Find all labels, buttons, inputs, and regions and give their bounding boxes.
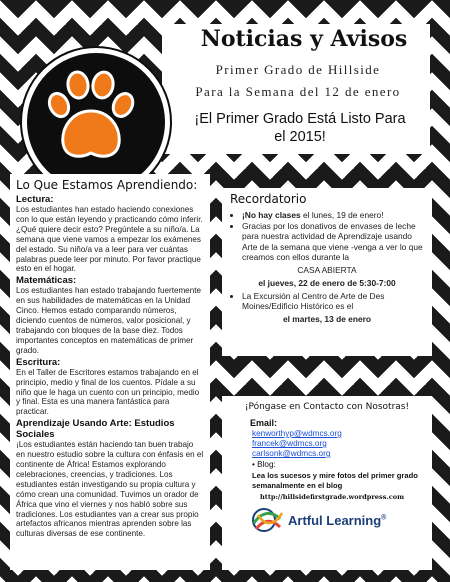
- artful-learning-icon: [250, 505, 284, 535]
- section-heading: Matemáticas:: [16, 275, 77, 287]
- school-name: Primer Grado de Hillside: [215, 62, 381, 77]
- section-math: [16, 275, 204, 355]
- logo-trademark: ®: [381, 514, 387, 522]
- open-house-date: el jueves, 22 de enero de 5:30-7:00: [258, 278, 396, 289]
- section-heading: Escritura:: [16, 356, 61, 368]
- reminder-list: [228, 210, 426, 262]
- reminder-panel: [222, 188, 432, 356]
- no-school-date: el lunes, 19 de enero!: [300, 210, 384, 220]
- open-house-label: CASA ABIERTA: [297, 265, 357, 276]
- section-heading: Aprendizaje Usando Arte: Estudios Sociales: [16, 418, 175, 441]
- section-writing: [16, 357, 204, 418]
- ready-headline: [168, 110, 432, 146]
- email-link[interactable]: carlsonk@wdmcs.org: [252, 449, 331, 458]
- list-item: • La Excursión al Centro de Arte de Des Moines/Edificio Histórico es el: [242, 291, 426, 311]
- page-title: Noticias y Avisos: [200, 26, 408, 52]
- ready-line-2: el 2015!: [274, 129, 326, 145]
- section-art: [16, 418, 204, 539]
- section-body: Los estudiantes han estado haciendo conexiones con lo que están leyendo y practicando cómo inferir. ¿Qué quiere decir esto? Pregúntele a su niño/a. La semana que viene vamos a empezar los exámenes del estado. Su niño/a va a leer para ver cuántas palabras puede leer por minuto. Por favor practique esto en el hogar.: [16, 205, 203, 274]
- no-school-text: ¡No hay clases: [242, 210, 301, 220]
- learning-panel: [10, 174, 210, 570]
- trip-list: [228, 291, 426, 311]
- section-body: ¡Los estudiantes están haciendo tan buen trabajo en nuestro estudio sobre la cultura con énfasis en el continente de África! Estamos explorando celebraciones, creencias, y tradiciones. Los estudiantes están investigando su propia cultura y cómo crean una comunidad. Tuvimos un orador de África que vino el viernes y nos habló sobre sus tradiciones. Los estudiantes van a crear sus propio artefactos africanos mientras aprenden sobre las culturas diversas de ese continente.: [16, 440, 204, 539]
- list-item: [242, 210, 426, 220]
- email-link[interactable]: francek@wdmcs.org: [252, 439, 327, 448]
- email-link[interactable]: kenworthyp@wdmcs.org: [252, 429, 342, 438]
- contact-title: ¡Póngase en Contacto con Nosotras!: [244, 402, 410, 412]
- section-reading: [16, 194, 204, 274]
- blog-label: • Blog:: [252, 460, 276, 469]
- artful-learning-logo: [250, 505, 424, 535]
- reminder-title: Recordatorio: [230, 192, 307, 206]
- list-item: • Gracias por los donativos de envases de leche para nuestra actividad de Aprendizaje usando Arte de la semana que viene -venga a ver lo que creamos con ellos durante la: [242, 221, 426, 262]
- blog-description: Lea los sucesos y mire fotos del primer grado semanalmente en el blog: [252, 471, 418, 490]
- contact-panel: [222, 396, 432, 570]
- trip-date: el martes, 13 de enero: [283, 314, 371, 325]
- paw-icon: [45, 69, 137, 165]
- section-heading: Lectura:: [16, 194, 54, 205]
- email-label: Email:: [250, 418, 278, 428]
- learning-title: Lo Que Estamos Aprendiendo:: [16, 178, 198, 192]
- blog-label-text: Blog:: [257, 460, 276, 469]
- logo-text: [288, 513, 386, 528]
- blog-url[interactable]: http://hillsidefirstgrade.wordpress.com: [260, 493, 405, 501]
- logo-name: Artful Learning: [288, 512, 382, 528]
- section-body: En el Taller de Escritores estamos trabajando en el principio, medio y final de los cuentos. Pídale a su niño que le haga un cuento con un principio, medio y final. Esta es una manera fantástica para practicar.: [16, 367, 200, 417]
- ready-line-1: ¡El Primer Grado Está Listo Para: [194, 111, 406, 127]
- week-label: Para la Semana del 12 de enero: [195, 84, 401, 99]
- section-body: Los estudiantes han estado trabajando fuertemente en sus habilidades de matemáticas en la Unidad Cinco. Hemos estado comparando números, diciendo cuentos de números, valor posicional, y trabajando con bloques de la base diez. Todos importantes conceptos en matemáticas de primer grado.: [16, 286, 201, 355]
